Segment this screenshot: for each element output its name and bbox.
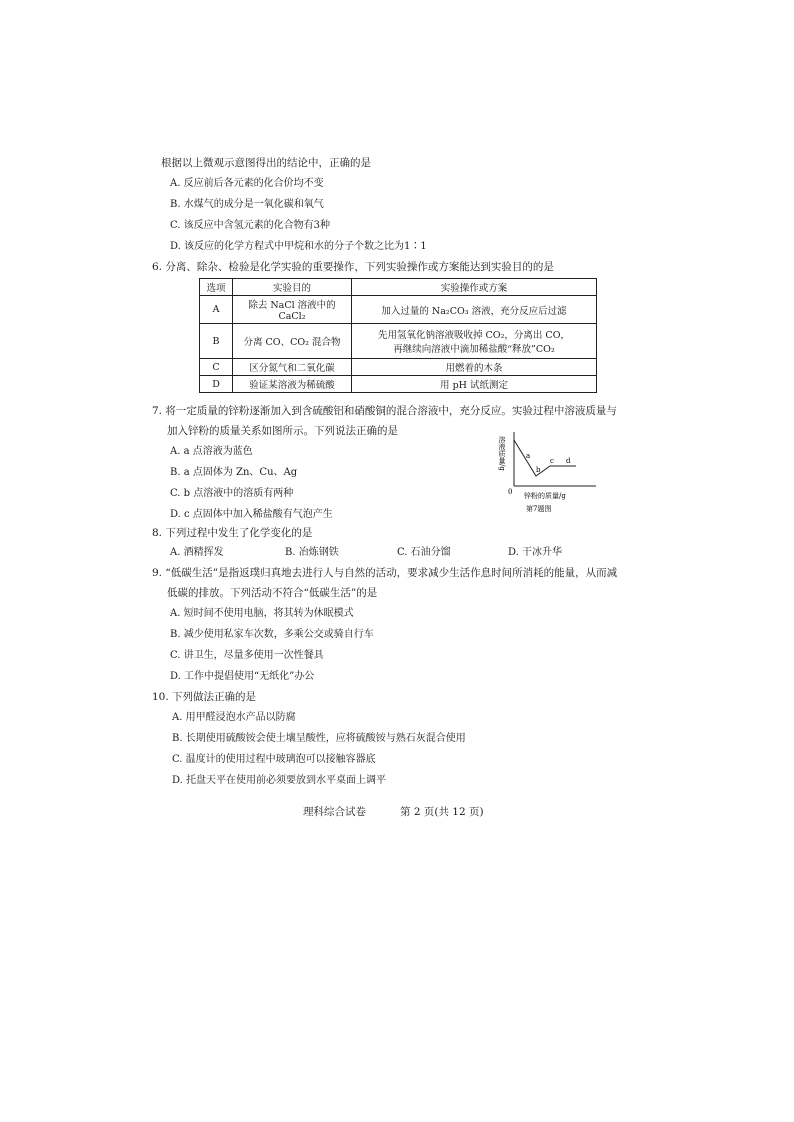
row-option: D xyxy=(200,376,233,393)
table-row xyxy=(200,296,597,324)
q7-stem-line2: 加入锌粉的质量关系如图所示。下列说法正确的是 xyxy=(167,425,398,437)
figure-point-b: b xyxy=(536,466,541,474)
row-method-line1: 先用氢氧化钠溶液吸收掉 CO₂，分离出 CO， xyxy=(378,330,570,341)
q7-option-d: D. c 点固体中加入稀盐酸有气泡产生 xyxy=(170,509,333,520)
row-purpose: 验证某溶液为稀硫酸 xyxy=(233,376,352,393)
q9-stem-line2: 低碳的排放。下列活动不符合“低碳生活”的是 xyxy=(167,587,378,599)
figure-caption: 第7题图 xyxy=(526,505,552,513)
row-option: B xyxy=(200,324,233,359)
q7-option-a: A. a 点溶液为蓝色 xyxy=(170,446,253,457)
header-option: 选项 xyxy=(200,279,233,296)
q9-stem-line1: 9. “低碳生活”是指返璞归真地去进行人与自然的活动，要求减少生活作息时间所消耗的能量，从而减 xyxy=(152,567,618,579)
q5-stem: 根据以上微观示意图得出的结论中，正确的是 xyxy=(161,157,371,169)
q8-option-b: B. 冶炼钢铁 xyxy=(285,547,339,558)
row-method-line2: 再继续向溶液中滴加稀盐酸“释放”CO₂ xyxy=(393,344,555,355)
row-method: 用 pH 试纸测定 xyxy=(352,376,597,393)
row-method: 加入过量的 Na₂CO₃ 溶液，充分反应后过滤 xyxy=(352,296,597,324)
table-row xyxy=(200,376,597,393)
q6-table xyxy=(199,278,597,393)
q5-option-a: A. 反应前后各元素的化合价均不变 xyxy=(170,178,324,189)
q5-option-b: B. 水煤气的成分是一氧化碳和氧气 xyxy=(170,199,324,210)
figure-origin: 0 xyxy=(508,488,513,496)
row-option: C xyxy=(200,359,233,376)
table-row xyxy=(200,324,597,359)
footer-title: 理科综合试卷 xyxy=(303,806,366,818)
q9-option-d: D. 工作中提倡使用“无纸化”办公 xyxy=(170,671,315,682)
table-header-row xyxy=(200,279,597,296)
table-row xyxy=(200,359,597,376)
q7-figure xyxy=(500,430,600,516)
footer-page-number: 第 2 页(共 12 页) xyxy=(400,806,484,818)
row-option: A xyxy=(200,296,233,324)
q7-stem-line1: 7. 将一定质量的锌粉逐渐加入到含硫酸铝和硝酸铜的混合溶液中，充分反应。实验过程中溶液质量与 xyxy=(152,405,617,417)
figure-point-d: d xyxy=(566,457,571,465)
q8-option-c: C. 石油分馏 xyxy=(397,547,451,558)
figure-xlabel: 锌粉的质量/g xyxy=(524,492,566,500)
row-method: 用燃着的木条 xyxy=(352,359,597,376)
q10-option-d: D. 托盘天平在使用前必须要放到水平桌面上调平 xyxy=(172,775,387,786)
q9-option-a: A. 短时间不使用电脑，将其转为休眠模式 xyxy=(170,608,354,619)
q8-option-a: A. 酒精挥发 xyxy=(170,547,224,558)
q9-option-c: C. 讲卫生，尽量多使用一次性餐具 xyxy=(170,650,324,661)
figure-ylabel: 溶液质量/g xyxy=(498,436,506,471)
q10-option-a: A. 用甲醛浸泡水产品以防腐 xyxy=(172,712,296,723)
row-purpose: 除去 NaCl 溶液中的 CaCl₂ xyxy=(233,296,352,324)
q10-option-c: C. 温度计的使用过程中玻璃泡可以接触容器底 xyxy=(172,754,376,765)
q8-stem: 8. 下列过程中发生了化学变化的是 xyxy=(152,527,313,539)
q10-stem: 10. 下列做法正确的是 xyxy=(152,691,257,703)
row-purpose: 区分氮气和二氧化碳 xyxy=(233,359,352,376)
figure-point-a: a xyxy=(526,452,531,460)
q5-option-d: D. 该反应的化学方程式中甲烷和水的分子个数之比为1∶1 xyxy=(170,241,427,252)
q9-option-b: B. 减少使用私家车次数，多乘公交或骑自行车 xyxy=(170,629,374,640)
header-purpose: 实验目的 xyxy=(233,279,352,296)
row-purpose: 分离 CO、CO₂ 混合物 xyxy=(233,324,352,359)
q8-option-d: D. 干冰升华 xyxy=(508,547,563,558)
q7-option-c: C. b 点溶液中的溶质有两种 xyxy=(170,488,294,499)
header-method: 实验操作或方案 xyxy=(352,279,597,296)
figure-point-c: c xyxy=(550,457,554,465)
row-method xyxy=(352,324,597,359)
q7-option-b: B. a 点固体为 Zn、Cu、Ag xyxy=(170,467,298,478)
q5-option-c: C. 该反应中含氢元素的化合物有3种 xyxy=(170,220,331,231)
q10-option-b: B. 长期使用硫酸铵会使土壤呈酸性，应将硫酸铵与熟石灰混合使用 xyxy=(172,733,466,744)
q6-stem: 6. 分离、除杂、检验是化学实验的重要操作，下列实验操作或方案能达到实验目的的是 xyxy=(152,261,554,273)
